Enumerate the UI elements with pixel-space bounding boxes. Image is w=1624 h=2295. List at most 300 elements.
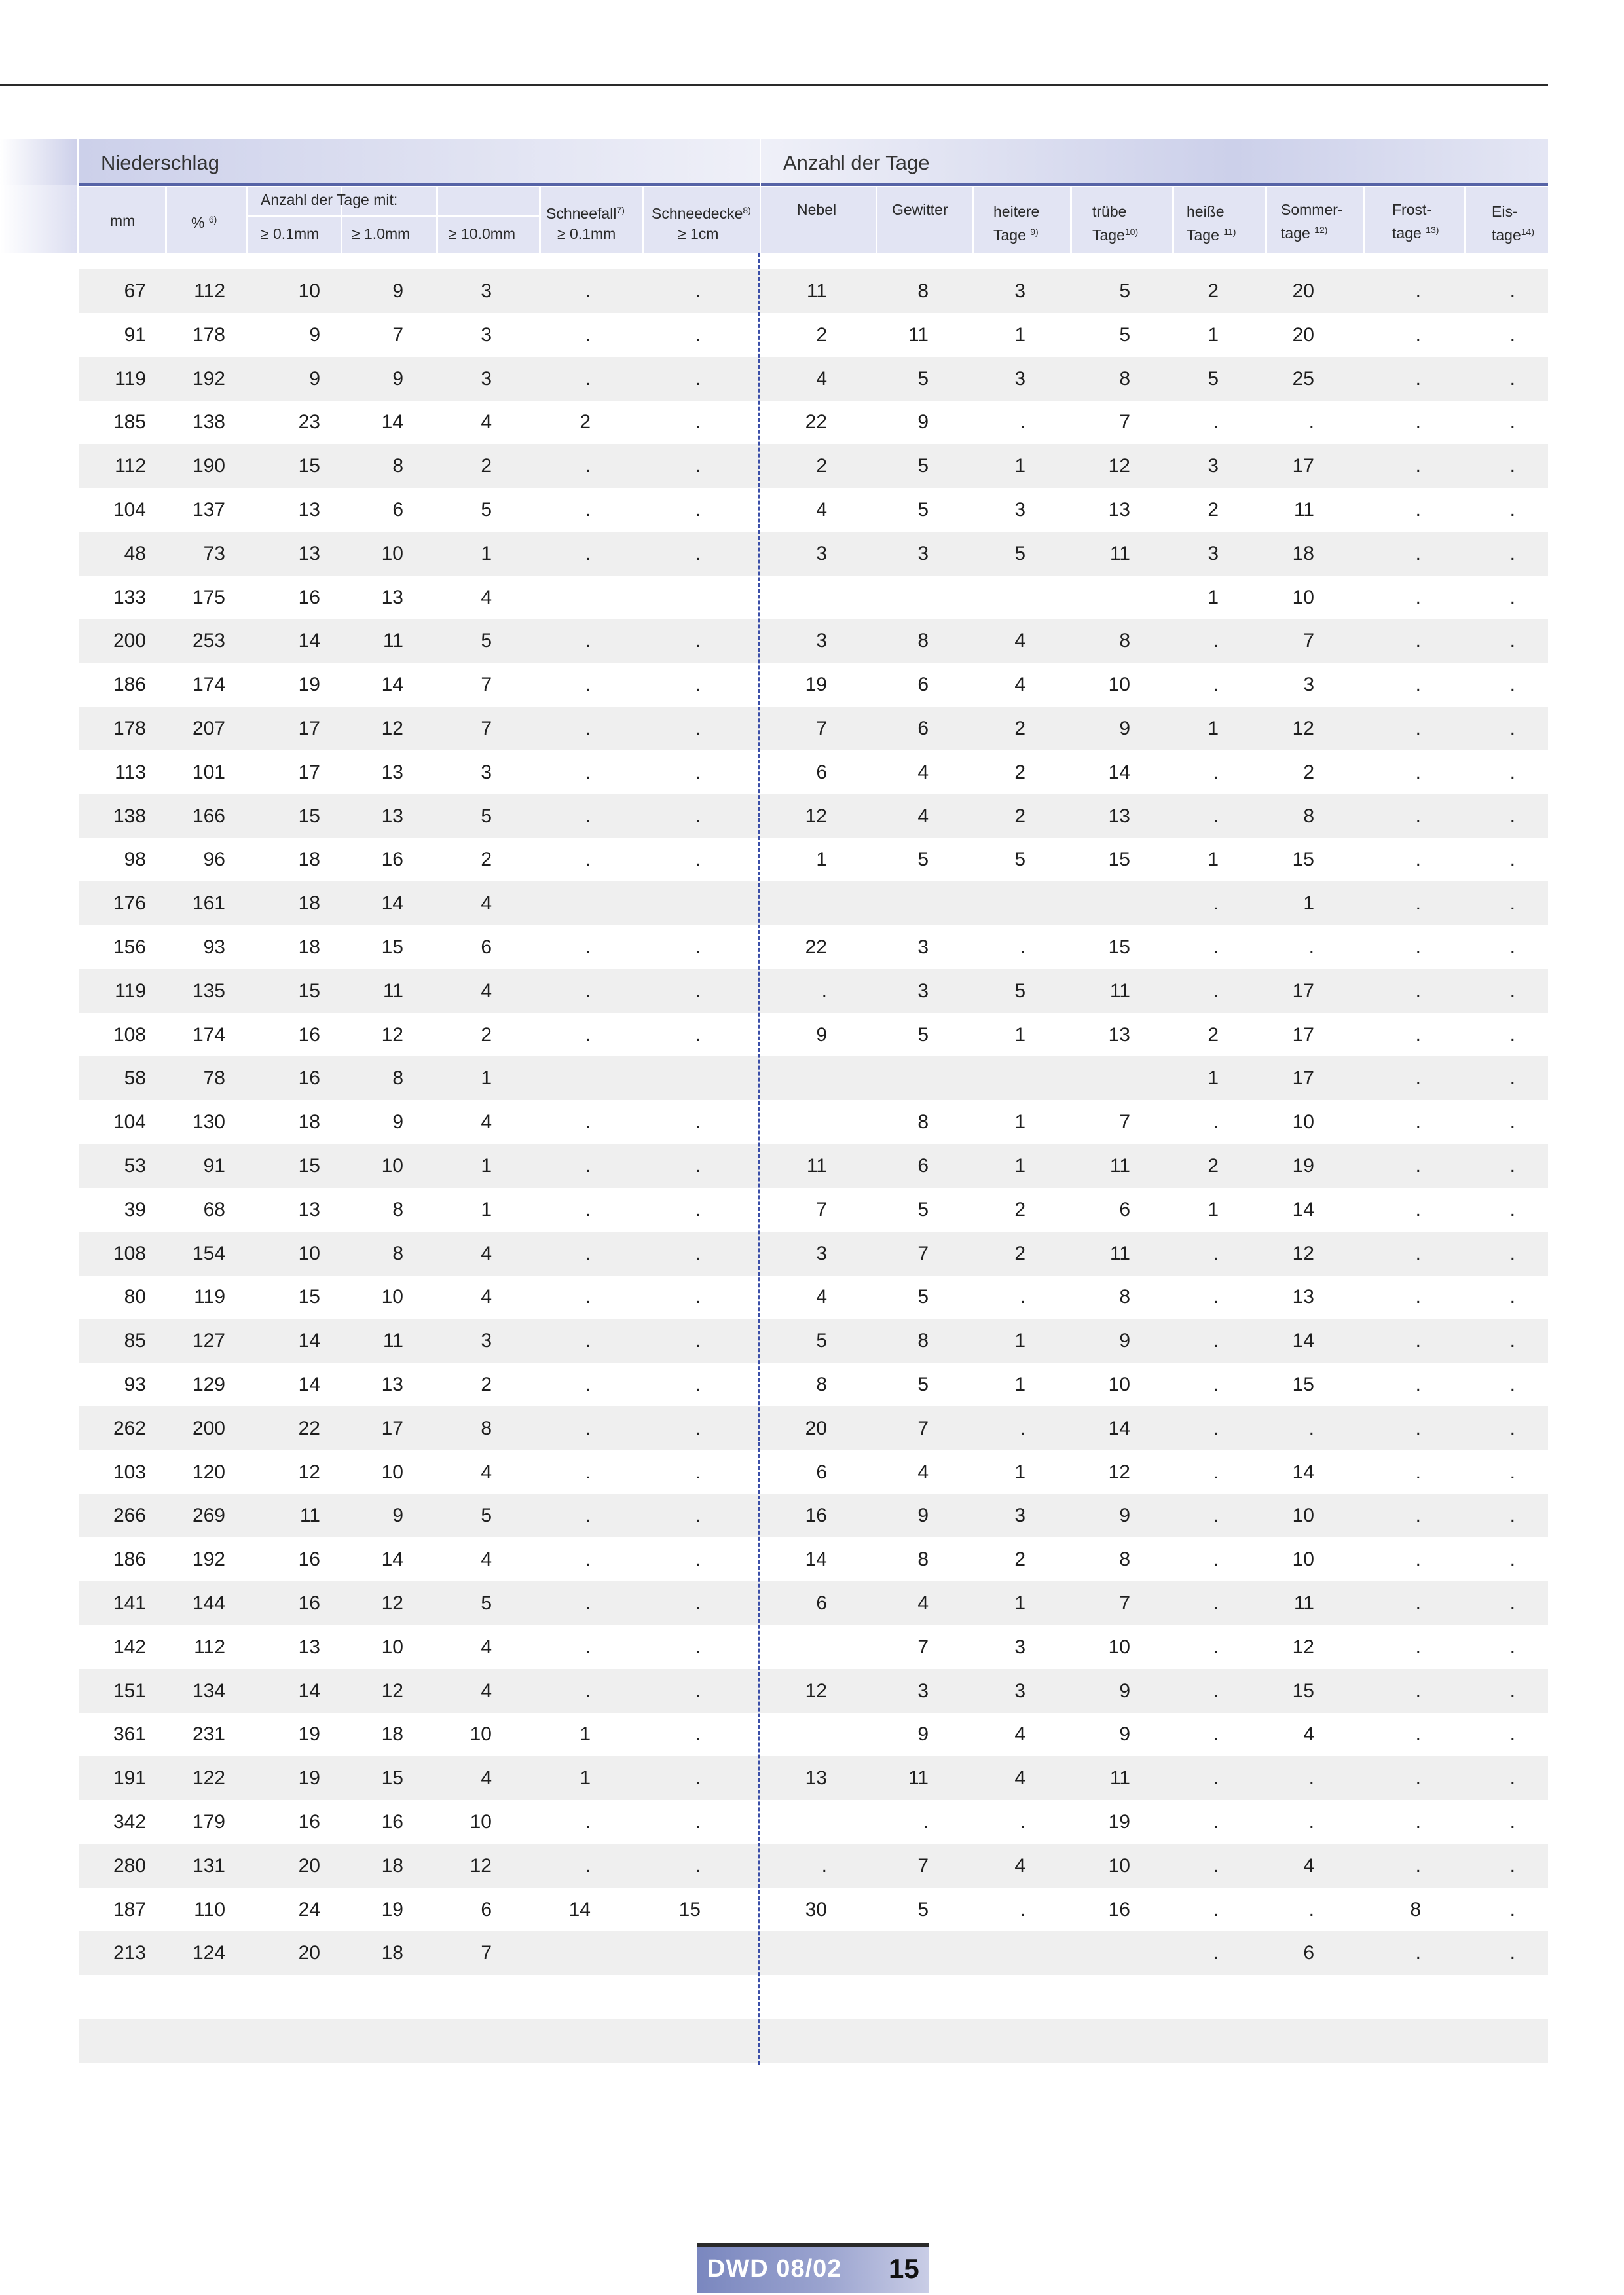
table-cell: 130 bbox=[192, 1111, 225, 1133]
col-header-clear-1: heitere bbox=[993, 203, 1040, 220]
table-cell bbox=[242, 2019, 320, 2063]
table-cell: 15 bbox=[298, 980, 320, 1002]
table-cell: 8 bbox=[816, 1374, 827, 1395]
table-row bbox=[79, 1188, 1548, 1232]
table-cell bbox=[748, 1100, 827, 1144]
table-cell: 14 bbox=[1292, 1198, 1314, 1221]
header-separator bbox=[1172, 187, 1174, 253]
table-cell: . bbox=[585, 280, 591, 302]
table-row bbox=[79, 357, 1548, 401]
header-rule-right bbox=[761, 183, 1548, 186]
table-cell: . bbox=[1213, 1811, 1219, 1833]
table-cell: 15 bbox=[298, 455, 320, 477]
table-cell: 11 bbox=[382, 630, 403, 652]
col-header-frost-label: tage bbox=[1392, 225, 1422, 242]
table-cell: 1 bbox=[481, 1067, 492, 1090]
table-cell: 22 bbox=[805, 936, 827, 958]
table-cell: 5 bbox=[917, 1374, 929, 1395]
table-cell: 4 bbox=[917, 1592, 929, 1614]
table-cell: . bbox=[1509, 455, 1515, 477]
footer-label: DWD 08/02 bbox=[707, 2255, 842, 2283]
table-row bbox=[79, 619, 1548, 663]
table-cell: . bbox=[585, 1592, 591, 1614]
table-cell: . bbox=[1020, 936, 1025, 958]
table-cell: 3 bbox=[917, 980, 929, 1002]
table-cell: . bbox=[1415, 630, 1421, 652]
table-cell: 4 bbox=[481, 1680, 492, 1702]
table-cell bbox=[1052, 1975, 1130, 2019]
table-cell: 151 bbox=[113, 1680, 146, 1702]
table-cell: 17 bbox=[298, 718, 320, 739]
table-cell: . bbox=[695, 630, 701, 652]
table-cell: 18 bbox=[381, 1723, 403, 1746]
table-cell: 2 bbox=[1014, 1198, 1025, 1221]
table-cell: 1 bbox=[1014, 1111, 1025, 1133]
table-cell: . bbox=[1415, 1505, 1421, 1527]
table-cell: . bbox=[695, 1854, 701, 1877]
table-cell: 8 bbox=[1119, 1286, 1130, 1308]
table-cell: . bbox=[585, 1023, 591, 1046]
table-cell: 1 bbox=[1014, 1592, 1025, 1614]
table-cell: 141 bbox=[113, 1592, 146, 1614]
table-cell: . bbox=[695, 805, 701, 827]
table-cell: 91 bbox=[203, 1155, 225, 1177]
table-cell: 78 bbox=[203, 1067, 225, 1090]
table-cell: 16 bbox=[381, 1811, 403, 1833]
table-cell bbox=[850, 1056, 929, 1100]
table-cell: . bbox=[1509, 323, 1515, 346]
table-cell: . bbox=[1308, 1811, 1314, 1833]
table-cell: 7 bbox=[917, 1854, 929, 1877]
table-cell: 5 bbox=[917, 1898, 929, 1920]
table-row bbox=[79, 1537, 1548, 1581]
table-cell: 2 bbox=[1014, 805, 1025, 827]
table-cell: 191 bbox=[113, 1767, 146, 1790]
table-cell bbox=[748, 1625, 827, 1669]
table-cell: 9 bbox=[392, 280, 403, 302]
table-cell: 187 bbox=[113, 1898, 146, 1920]
table-cell: 269 bbox=[192, 1505, 225, 1527]
table-row bbox=[79, 488, 1548, 532]
table-cell: 12 bbox=[1292, 718, 1314, 739]
table-cell: 1 bbox=[1208, 586, 1219, 608]
table-cell: 15 bbox=[1292, 1374, 1314, 1395]
table-cell: 15 bbox=[298, 1155, 320, 1177]
table-cell: 119 bbox=[115, 980, 146, 1002]
table-cell: 10 bbox=[470, 1723, 492, 1746]
table-cell: . bbox=[1213, 1330, 1219, 1352]
table-cell: 80 bbox=[124, 1286, 146, 1308]
table-cell: 10 bbox=[1292, 586, 1314, 608]
table-cell: 144 bbox=[192, 1592, 225, 1614]
header-separator bbox=[1070, 187, 1072, 253]
table-cell: 9 bbox=[917, 411, 929, 433]
header-separator bbox=[1363, 187, 1365, 253]
col-header-mm: mm bbox=[110, 212, 136, 229]
table-cell: . bbox=[1509, 499, 1515, 521]
table-cell: 3 bbox=[1014, 1505, 1025, 1527]
table-cell: . bbox=[1509, 1636, 1515, 1658]
table-cell bbox=[147, 1975, 225, 2019]
table-cell: . bbox=[1213, 411, 1219, 433]
table-cell bbox=[512, 1931, 591, 1975]
table-cell: . bbox=[585, 367, 591, 390]
table-cell: . bbox=[1213, 674, 1219, 696]
section-title-precipitation: Niederschlag bbox=[101, 151, 219, 174]
table-cell: . bbox=[1213, 1898, 1219, 1920]
table-row bbox=[79, 1756, 1548, 1800]
table-cell: 6 bbox=[917, 1155, 929, 1177]
table-cell: . bbox=[1509, 1286, 1515, 1308]
table-cell: 23 bbox=[298, 411, 320, 433]
col-header-frost-1: Frost- bbox=[1392, 201, 1432, 218]
table-cell: 22 bbox=[298, 1417, 320, 1439]
table-cell: 4 bbox=[1014, 1767, 1025, 1790]
header-separator bbox=[972, 187, 974, 253]
table-cell: 18 bbox=[1292, 542, 1314, 564]
table-cell bbox=[1437, 1975, 1515, 2019]
col-header-snowcover bbox=[652, 200, 751, 224]
table-cell: 19 bbox=[381, 1898, 403, 1920]
table-cell: . bbox=[1415, 1242, 1421, 1264]
table-cell: 15 bbox=[298, 1286, 320, 1308]
table-cell: . bbox=[585, 1417, 591, 1439]
table-cell: . bbox=[695, 1680, 701, 1702]
table-cell bbox=[622, 1931, 701, 1975]
table-cell: . bbox=[1509, 674, 1515, 696]
table-cell: 18 bbox=[381, 1854, 403, 1877]
table-cell: 110 bbox=[194, 1898, 225, 1920]
table-cell: 5 bbox=[481, 630, 492, 652]
table-cell: . bbox=[695, 1767, 701, 1790]
table-cell: . bbox=[695, 1461, 701, 1483]
table-cell: . bbox=[1415, 1854, 1421, 1877]
col-header-frost-2 bbox=[1392, 220, 1439, 244]
table-cell: 7 bbox=[1119, 1592, 1130, 1614]
table-cell: 18 bbox=[298, 849, 320, 871]
table-cell: 1 bbox=[816, 849, 827, 871]
table-cell: 3 bbox=[1208, 455, 1219, 477]
table-cell bbox=[1437, 2019, 1515, 2063]
table-row bbox=[79, 400, 1548, 444]
table-cell: 213 bbox=[113, 1942, 146, 1964]
table-cell: 3 bbox=[481, 280, 492, 302]
footnote-ref: 10) bbox=[1124, 227, 1139, 237]
table-cell: 7 bbox=[917, 1636, 929, 1658]
table-cell: . bbox=[1509, 1155, 1515, 1177]
table-cell bbox=[947, 1931, 1025, 1975]
table-cell: . bbox=[1308, 411, 1314, 433]
table-row bbox=[79, 1888, 1548, 1932]
table-cell: 3 bbox=[1208, 542, 1219, 564]
table-cell bbox=[947, 1056, 1025, 1100]
table-cell: 16 bbox=[298, 1067, 320, 1090]
col-header-snowfall bbox=[546, 200, 625, 224]
table-cell: 231 bbox=[192, 1723, 225, 1746]
table-cell: 20 bbox=[298, 1854, 320, 1877]
table-cell: . bbox=[1509, 1854, 1515, 1877]
table-cell: 20 bbox=[298, 1942, 320, 1964]
footnote-ref: 9) bbox=[1030, 227, 1039, 237]
table-cell: . bbox=[1213, 1417, 1219, 1439]
table-cell: . bbox=[695, 1549, 701, 1571]
section-header-days bbox=[761, 139, 1548, 184]
table-cell: 133 bbox=[113, 586, 146, 608]
table-cell bbox=[1052, 1931, 1130, 1975]
table-cell: 103 bbox=[113, 1461, 146, 1483]
table-cell: 5 bbox=[1014, 849, 1025, 871]
table-row bbox=[79, 444, 1548, 488]
table-cell: . bbox=[695, 411, 701, 433]
table-cell bbox=[512, 1975, 591, 2019]
table-cell: . bbox=[1415, 1286, 1421, 1308]
table-cell: 10 bbox=[1108, 1854, 1130, 1877]
col-header-ice-2 bbox=[1492, 222, 1534, 246]
table-cell: . bbox=[1213, 1636, 1219, 1658]
table-cell: 1 bbox=[1014, 1023, 1025, 1046]
table-cell: . bbox=[1509, 1198, 1515, 1221]
table-cell: 11 bbox=[1293, 1592, 1314, 1614]
table-cell: 4 bbox=[917, 761, 929, 783]
table-row bbox=[79, 794, 1548, 838]
table-cell: 18 bbox=[381, 1942, 403, 1964]
table-cell bbox=[748, 1800, 827, 1844]
table-cell: . bbox=[1509, 1242, 1515, 1264]
table-cell bbox=[1140, 2019, 1219, 2063]
table-cell: . bbox=[695, 455, 701, 477]
table-cell: 14 bbox=[568, 1898, 591, 1920]
table-cell: 3 bbox=[816, 1242, 827, 1264]
table-cell: . bbox=[1415, 1330, 1421, 1352]
footnote-ref: 6) bbox=[208, 214, 217, 225]
table-cell: 4 bbox=[481, 1461, 492, 1483]
table-cell: 16 bbox=[298, 586, 320, 608]
table-row bbox=[79, 1275, 1548, 1319]
table-cell: . bbox=[1415, 1592, 1421, 1614]
table-cell: 9 bbox=[1119, 1505, 1130, 1527]
table-row bbox=[79, 1363, 1548, 1406]
table-cell bbox=[67, 1975, 146, 2019]
table-cell: 10 bbox=[1292, 1505, 1314, 1527]
table-cell: 13 bbox=[1108, 805, 1130, 827]
table-cell: . bbox=[585, 323, 591, 346]
table-cell: 1 bbox=[1208, 1198, 1219, 1221]
table-cell: 98 bbox=[124, 849, 146, 871]
table-cell: . bbox=[1415, 1023, 1421, 1046]
table-cell: 14 bbox=[298, 1330, 320, 1352]
table-cell: 15 bbox=[381, 1767, 403, 1790]
table-cell: 5 bbox=[481, 1592, 492, 1614]
table-row bbox=[79, 532, 1548, 576]
table-cell bbox=[413, 1975, 492, 2019]
table-cell: 15 bbox=[1108, 936, 1130, 958]
table-cell: 154 bbox=[192, 1242, 225, 1264]
left-stub-header bbox=[0, 139, 77, 185]
table-cell: . bbox=[1415, 586, 1421, 608]
table-cell: 174 bbox=[192, 1023, 225, 1046]
table-cell: 9 bbox=[309, 367, 320, 390]
table-cell: . bbox=[695, 1111, 701, 1133]
table-cell: 18 bbox=[298, 1111, 320, 1133]
table-cell: 4 bbox=[1014, 1723, 1025, 1746]
col-header-summer-label: tage bbox=[1281, 225, 1310, 242]
table-cell: 11 bbox=[1109, 1767, 1130, 1790]
table-cell: 10 bbox=[298, 1242, 320, 1264]
table-cell: 93 bbox=[203, 936, 225, 958]
table-cell: 19 bbox=[805, 674, 827, 696]
table-cell: 5 bbox=[917, 367, 929, 390]
table-cell: 10 bbox=[1108, 674, 1130, 696]
table-cell: . bbox=[1415, 1155, 1421, 1177]
table-cell: . bbox=[695, 1723, 701, 1746]
table-cell: . bbox=[1020, 1417, 1025, 1439]
table-cell: 186 bbox=[113, 1549, 146, 1571]
table-cell: 3 bbox=[816, 630, 827, 652]
table-cell: 12 bbox=[381, 1592, 403, 1614]
table-cell: 3 bbox=[1014, 1636, 1025, 1658]
table-cell: 12 bbox=[381, 718, 403, 739]
table-cell: . bbox=[585, 1461, 591, 1483]
table-cell: 13 bbox=[1108, 499, 1130, 521]
table-cell: 13 bbox=[381, 586, 403, 608]
footnote-ref: 7) bbox=[616, 205, 625, 215]
table-cell: 280 bbox=[113, 1854, 146, 1877]
table-cell: 9 bbox=[917, 1505, 929, 1527]
table-cell: 119 bbox=[194, 1286, 225, 1308]
table-cell: . bbox=[1213, 1942, 1219, 1964]
table-cell: . bbox=[695, 718, 701, 739]
table-cell: . bbox=[1415, 1723, 1421, 1746]
table-cell: 142 bbox=[113, 1636, 146, 1658]
table-cell: 8 bbox=[917, 630, 929, 652]
table-cell: . bbox=[1415, 674, 1421, 696]
table-cell: 174 bbox=[192, 674, 225, 696]
table-cell: . bbox=[695, 980, 701, 1002]
table-cell: 53 bbox=[124, 1155, 146, 1177]
table-cell: . bbox=[1509, 1592, 1515, 1614]
table-cell: 8 bbox=[392, 455, 403, 477]
table-cell: 17 bbox=[1292, 455, 1314, 477]
table-cell: . bbox=[585, 1242, 591, 1264]
table-cell: 262 bbox=[113, 1417, 146, 1439]
table-cell: 6 bbox=[392, 499, 403, 521]
table-cell: . bbox=[1415, 280, 1421, 302]
table-cell: 8 bbox=[1119, 1549, 1130, 1571]
table-cell: . bbox=[1509, 1505, 1515, 1527]
table-cell: 3 bbox=[1014, 1680, 1025, 1702]
table-cell bbox=[1342, 1975, 1421, 2019]
table-cell: . bbox=[1415, 542, 1421, 564]
table-cell: 10 bbox=[1108, 1374, 1130, 1395]
table-cell: . bbox=[1415, 1767, 1421, 1790]
table-cell: 12 bbox=[381, 1023, 403, 1046]
table-cell: . bbox=[1509, 1680, 1515, 1702]
table-cell: 11 bbox=[1109, 1155, 1130, 1177]
table-cell: 5 bbox=[917, 499, 929, 521]
header-separator bbox=[1265, 187, 1267, 253]
table-cell: 14 bbox=[381, 892, 403, 915]
table-cell: 25 bbox=[1292, 367, 1314, 390]
table-cell: 14 bbox=[298, 1680, 320, 1702]
page-number: 15 bbox=[889, 2253, 919, 2284]
table-cell: . bbox=[1213, 1854, 1219, 1877]
footnote-ref: 11) bbox=[1223, 227, 1236, 237]
table-cell: 178 bbox=[192, 323, 225, 346]
table-cell: 4 bbox=[917, 805, 929, 827]
table-cell: 5 bbox=[481, 1505, 492, 1527]
table-cell: . bbox=[585, 761, 591, 783]
table-cell: 9 bbox=[1119, 1680, 1130, 1702]
table-cell: . bbox=[1213, 1242, 1219, 1264]
table-cell: 12 bbox=[1292, 1242, 1314, 1264]
table-cell: 3 bbox=[481, 1330, 492, 1352]
col-header-days-with: Anzahl der Tage mit: bbox=[261, 191, 398, 208]
table-cell: 108 bbox=[113, 1023, 146, 1046]
table-cell: 14 bbox=[381, 1549, 403, 1571]
table-cell: . bbox=[1213, 1549, 1219, 1571]
table-cell: . bbox=[1020, 411, 1025, 433]
col-header-percent-label: % bbox=[191, 214, 205, 231]
table-cell: 8 bbox=[392, 1242, 403, 1264]
table-row bbox=[79, 1800, 1548, 1844]
table-cell: 9 bbox=[392, 1111, 403, 1133]
table-cell bbox=[325, 2019, 403, 2063]
table-cell: . bbox=[1213, 1111, 1219, 1133]
col-header-ge100: ≥ 10.0mm bbox=[449, 225, 516, 242]
table-cell: 1 bbox=[580, 1723, 591, 1746]
col-header-clear-label: Tage bbox=[993, 227, 1026, 244]
table-cell bbox=[947, 881, 1025, 925]
table-cell: . bbox=[1509, 936, 1515, 958]
table-cell bbox=[512, 1056, 591, 1100]
table-cell: 19 bbox=[298, 674, 320, 696]
table-cell: . bbox=[1415, 1942, 1421, 1964]
table-cell: 2 bbox=[481, 1374, 492, 1395]
table-cell bbox=[147, 2019, 225, 2063]
table-cell: . bbox=[1415, 1811, 1421, 1833]
table-cell: . bbox=[1213, 1286, 1219, 1308]
table-cell: 137 bbox=[192, 499, 225, 521]
table-cell: 266 bbox=[113, 1505, 146, 1527]
table-cell bbox=[947, 2019, 1025, 2063]
table-cell: . bbox=[1213, 936, 1219, 958]
table-cell: 18 bbox=[298, 936, 320, 958]
table-cell: 17 bbox=[381, 1417, 403, 1439]
table-cell: . bbox=[1213, 1592, 1219, 1614]
table-cell: 16 bbox=[1108, 1898, 1130, 1920]
table-cell: . bbox=[1308, 1767, 1314, 1790]
table-cell: 207 bbox=[192, 718, 225, 739]
table-cell: . bbox=[1509, 761, 1515, 783]
header-separator bbox=[165, 187, 167, 253]
table-cell: . bbox=[695, 1286, 701, 1308]
table-cell: 15 bbox=[678, 1898, 701, 1920]
col-header-dull-1: trübe bbox=[1092, 203, 1127, 220]
table-cell: 178 bbox=[113, 718, 146, 739]
table-cell: 253 bbox=[192, 630, 225, 652]
table-row bbox=[79, 925, 1548, 969]
table-row bbox=[79, 1319, 1548, 1363]
table-cell: 1 bbox=[1208, 718, 1219, 739]
table-cell: . bbox=[1308, 936, 1314, 958]
table-cell: 15 bbox=[1108, 849, 1130, 871]
table-cell: . bbox=[695, 1505, 701, 1527]
table-cell: 16 bbox=[381, 849, 403, 871]
table-row bbox=[79, 707, 1548, 750]
table-cell: . bbox=[695, 1811, 701, 1833]
table-cell: 15 bbox=[298, 805, 320, 827]
top-rule bbox=[0, 84, 1548, 86]
